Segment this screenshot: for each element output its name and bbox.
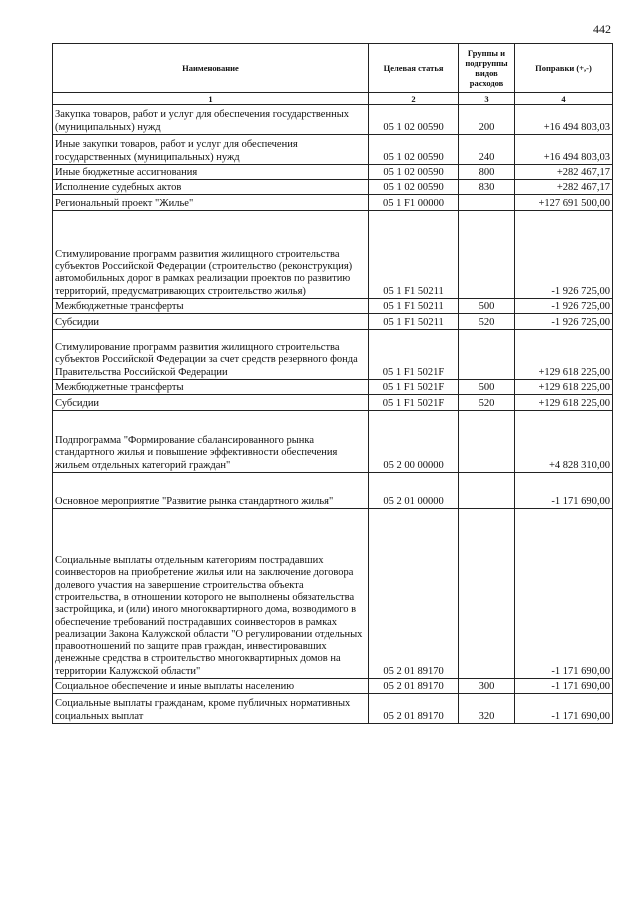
row-group-cell: 300: [459, 679, 515, 694]
row-amount-cell: -1 171 690,00: [515, 509, 613, 679]
row-code-cell: 05 1 F1 50211: [369, 314, 459, 330]
row-code-cell: 05 1 F1 00000: [369, 195, 459, 211]
table-row: [53, 105, 613, 135]
row-amount-cell: +129 618 225,00: [515, 395, 613, 411]
row-code-cell: 05 1 02 00590: [369, 135, 459, 165]
row-amount-cell: -1 171 690,00: [515, 473, 613, 509]
row-code-cell: 05 2 00 00000: [369, 411, 459, 473]
header-expense-groups: Группы и подгруппы видов расходов: [459, 44, 515, 93]
table-row: [53, 509, 613, 679]
row-group-cell: 500: [459, 380, 515, 395]
row-group-cell: 520: [459, 314, 515, 330]
row-amount-cell: +282 467,17: [515, 165, 613, 180]
column-number: 1: [53, 93, 369, 105]
budget-table: [52, 43, 613, 724]
table-row: [53, 330, 613, 380]
row-amount-cell: -1 171 690,00: [515, 679, 613, 694]
header-target-article: Целевая статья: [369, 44, 459, 93]
row-code-cell: 05 2 01 00000: [369, 473, 459, 509]
column-number: 2: [369, 93, 459, 105]
row-name-cell: Социальные выплаты гражданам, кроме публичных нормативных социальных выплат: [53, 694, 369, 724]
row-code-cell: 05 1 F1 5021F: [369, 395, 459, 411]
row-code-cell: 05 1 F1 50211: [369, 211, 459, 299]
row-code-cell: 05 2 01 89170: [369, 679, 459, 694]
row-name-cell: Иные закупки товаров, работ и услуг для обеспечения государственных (муниципальных) нужд: [53, 135, 369, 165]
row-group-cell: 320: [459, 694, 515, 724]
row-name-cell: Субсидии: [53, 314, 369, 330]
row-group-cell: 830: [459, 180, 515, 195]
row-name-cell: Закупка товаров, работ и услуг для обеспечения государственных (муниципальных) нужд: [53, 105, 369, 135]
table-row: [53, 314, 613, 330]
row-name-cell: Основное мероприятие "Развитие рынка стандартного жилья": [53, 473, 369, 509]
table-header-row: [53, 44, 613, 93]
table-row: [53, 380, 613, 395]
table-row: [53, 679, 613, 694]
row-group-cell: [459, 211, 515, 299]
row-code-cell: 05 1 02 00590: [369, 180, 459, 195]
row-group-cell: 520: [459, 395, 515, 411]
table-row: [53, 211, 613, 299]
row-code-cell: 05 1 F1 5021F: [369, 330, 459, 380]
row-name-cell: Межбюджетные трансферты: [53, 299, 369, 314]
row-name-cell: Подпрограмма "Формирование сбалансированного рынка стандартного жилья и повышение эффективности обеспечения жильем отдельных категорий граждан": [53, 411, 369, 473]
row-name-cell: Субсидии: [53, 395, 369, 411]
column-number: 3: [459, 93, 515, 105]
column-number: 4: [515, 93, 613, 105]
page-number: 442: [593, 22, 611, 36]
row-name-cell: Стимулирование программ развития жилищного строительства субъектов Российской Федерации (строительство (реконструкция) автомобильных дорог в рамках реализации проектов по развитию территорий, предусматривающих строительство жилья): [53, 211, 369, 299]
table-row: [53, 411, 613, 473]
row-name-cell: Стимулирование программ развития жилищного строительства субъектов Российской Федерации за счет средств резервного фонда Правительства Российской Федерации: [53, 330, 369, 380]
row-amount-cell: -1 926 725,00: [515, 314, 613, 330]
table-row: [53, 473, 613, 509]
row-group-cell: 800: [459, 165, 515, 180]
row-code-cell: 05 1 02 00590: [369, 105, 459, 135]
row-name-cell: Межбюджетные трансферты: [53, 380, 369, 395]
row-code-cell: 05 1 02 00590: [369, 165, 459, 180]
row-group-cell: [459, 195, 515, 211]
row-name-cell: Социальные выплаты отдельным категориям пострадавших соинвесторов на приобретение жилья или на заключение договора долевого участия на завершение строительства объекта строительства, в отношении которого не выполнены обязательства застройщика, и (или) иного многоквартирного дома, возводимого в обеспечение требований пострадавших соинвесторов в рамках реализации Закона Калужской области "О регулировании отдельных правоотношений по защите прав граждан, инвестировавших денежные средства в строительство многоквартирных домов на территории Калужской области": [53, 509, 369, 679]
row-code-cell: 05 2 01 89170: [369, 694, 459, 724]
row-group-cell: 240: [459, 135, 515, 165]
row-name-cell: Региональный проект "Жилье": [53, 195, 369, 211]
row-amount-cell: +4 828 310,00: [515, 411, 613, 473]
row-group-cell: 200: [459, 105, 515, 135]
row-amount-cell: -1 926 725,00: [515, 211, 613, 299]
row-name-cell: Иные бюджетные ассигнования: [53, 165, 369, 180]
row-group-cell: [459, 473, 515, 509]
header-amendments: Поправки (+,-): [515, 44, 613, 93]
table-row: [53, 395, 613, 411]
row-amount-cell: +16 494 803,03: [515, 105, 613, 135]
row-amount-cell: +129 618 225,00: [515, 380, 613, 395]
column-number-row: [53, 93, 613, 105]
header-name: Наименование: [53, 44, 369, 93]
table-row: [53, 694, 613, 724]
row-amount-cell: +282 467,17: [515, 180, 613, 195]
row-amount-cell: +16 494 803,03: [515, 135, 613, 165]
row-amount-cell: +129 618 225,00: [515, 330, 613, 380]
table-row: [53, 165, 613, 180]
row-code-cell: 05 1 F1 5021F: [369, 380, 459, 395]
table-row: [53, 299, 613, 314]
row-name-cell: Исполнение судебных актов: [53, 180, 369, 195]
row-group-cell: [459, 330, 515, 380]
table-row: [53, 195, 613, 211]
row-amount-cell: -1 926 725,00: [515, 299, 613, 314]
row-amount-cell: +127 691 500,00: [515, 195, 613, 211]
row-amount-cell: -1 171 690,00: [515, 694, 613, 724]
row-code-cell: 05 2 01 89170: [369, 509, 459, 679]
row-group-cell: 500: [459, 299, 515, 314]
table-row: [53, 135, 613, 165]
row-group-cell: [459, 411, 515, 473]
row-name-cell: Социальное обеспечение и иные выплаты населению: [53, 679, 369, 694]
row-code-cell: 05 1 F1 50211: [369, 299, 459, 314]
table-row: [53, 180, 613, 195]
row-group-cell: [459, 509, 515, 679]
